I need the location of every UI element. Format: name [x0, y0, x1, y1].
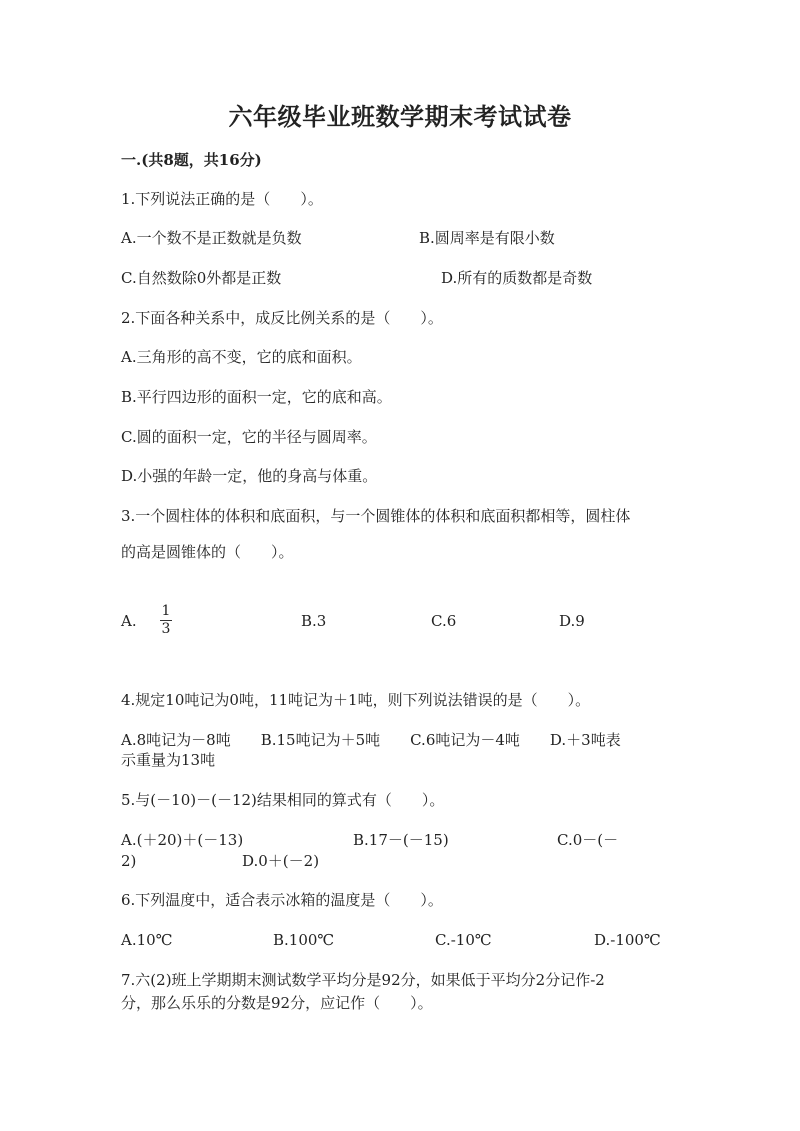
- fraction-numerator: 1: [161, 603, 171, 619]
- question-5-option-c-continued: 2): [121, 852, 137, 870]
- question-4-options-line-1: A.8吨记为－8吨 B.15吨记为＋5吨 C.6吨记为－4吨 D.＋3吨表: [121, 731, 621, 749]
- question-5-option-b: B.17－(－15): [353, 831, 449, 849]
- question-6-stem: 6.下列温度中，适合表示冰箱的温度是（ ）。: [121, 891, 443, 909]
- question-1-option-c: C.自然数除0外都是正数: [121, 269, 282, 287]
- question-5-option-c: C.0－(－: [557, 831, 619, 849]
- question-1-option-b: B.圆周率是有限小数: [419, 229, 555, 247]
- question-5-stem: 5.与(－10)－(－12)结果相同的算式有（ ）。: [121, 791, 445, 809]
- page-title: 六年级毕业班数学期末考试试卷: [228, 102, 572, 131]
- question-3-option-c: C.6: [431, 612, 457, 630]
- question-3-option-a-fraction: [160, 604, 172, 637]
- question-6-option-c: C.-10℃: [435, 931, 492, 949]
- question-5-option-d: D.0＋(－2): [242, 852, 320, 870]
- question-2-option-a: A.三角形的高不变，它的底和面积。: [121, 348, 362, 366]
- question-5-option-a: A.(＋20)＋(－13): [121, 831, 244, 849]
- question-3-option-b: B.3: [301, 612, 327, 630]
- question-6-option-a: A.10℃: [121, 931, 173, 949]
- question-3-stem-line-2: 的高是圆锥体的（ ）。: [121, 543, 294, 561]
- fraction-denominator: 3: [161, 621, 171, 637]
- question-4-stem: 4.规定10吨记为0吨，11吨记为＋1吨，则下列说法错误的是（ ）。: [121, 691, 591, 709]
- question-2-option-d: D.小强的年龄一定，他的身高与体重。: [121, 467, 378, 485]
- question-2-option-c: C.圆的面积一定，它的半径与圆周率。: [121, 428, 377, 446]
- question-2-option-b: B.平行四边形的面积一定，它的底和高。: [121, 388, 392, 406]
- question-3-stem-line-1: 3.一个圆柱体的体积和底面积，与一个圆锥体的体积和底面积都相等，圆柱体: [121, 507, 631, 525]
- question-4-options-line-2: 示重量为13吨: [121, 751, 216, 769]
- question-1-option-d: D.所有的质数都是奇数: [441, 269, 593, 287]
- section-heading: 一.(共8题，共16分): [121, 151, 262, 169]
- question-3-option-a-label: A.: [121, 612, 137, 630]
- question-1-stem: 1.下列说法正确的是（ ）。: [121, 190, 323, 208]
- question-6-option-b: B.100℃: [273, 931, 335, 949]
- question-6-option-d: D.-100℃: [594, 931, 661, 949]
- question-1-option-a: A.一个数不是正数就是负数: [121, 229, 302, 247]
- question-2-stem: 2.下面各种关系中，成反比例关系的是（ ）。: [121, 309, 443, 327]
- question-7-stem-line-2: 分，那么乐乐的分数是92分，应记作（ ）。: [121, 994, 433, 1012]
- question-3-option-d: D.9: [559, 612, 585, 630]
- question-7-stem-line-1: 7.六(2)班上学期期末测试数学平均分是92分，如果低于平均分2分记作-2: [121, 971, 605, 989]
